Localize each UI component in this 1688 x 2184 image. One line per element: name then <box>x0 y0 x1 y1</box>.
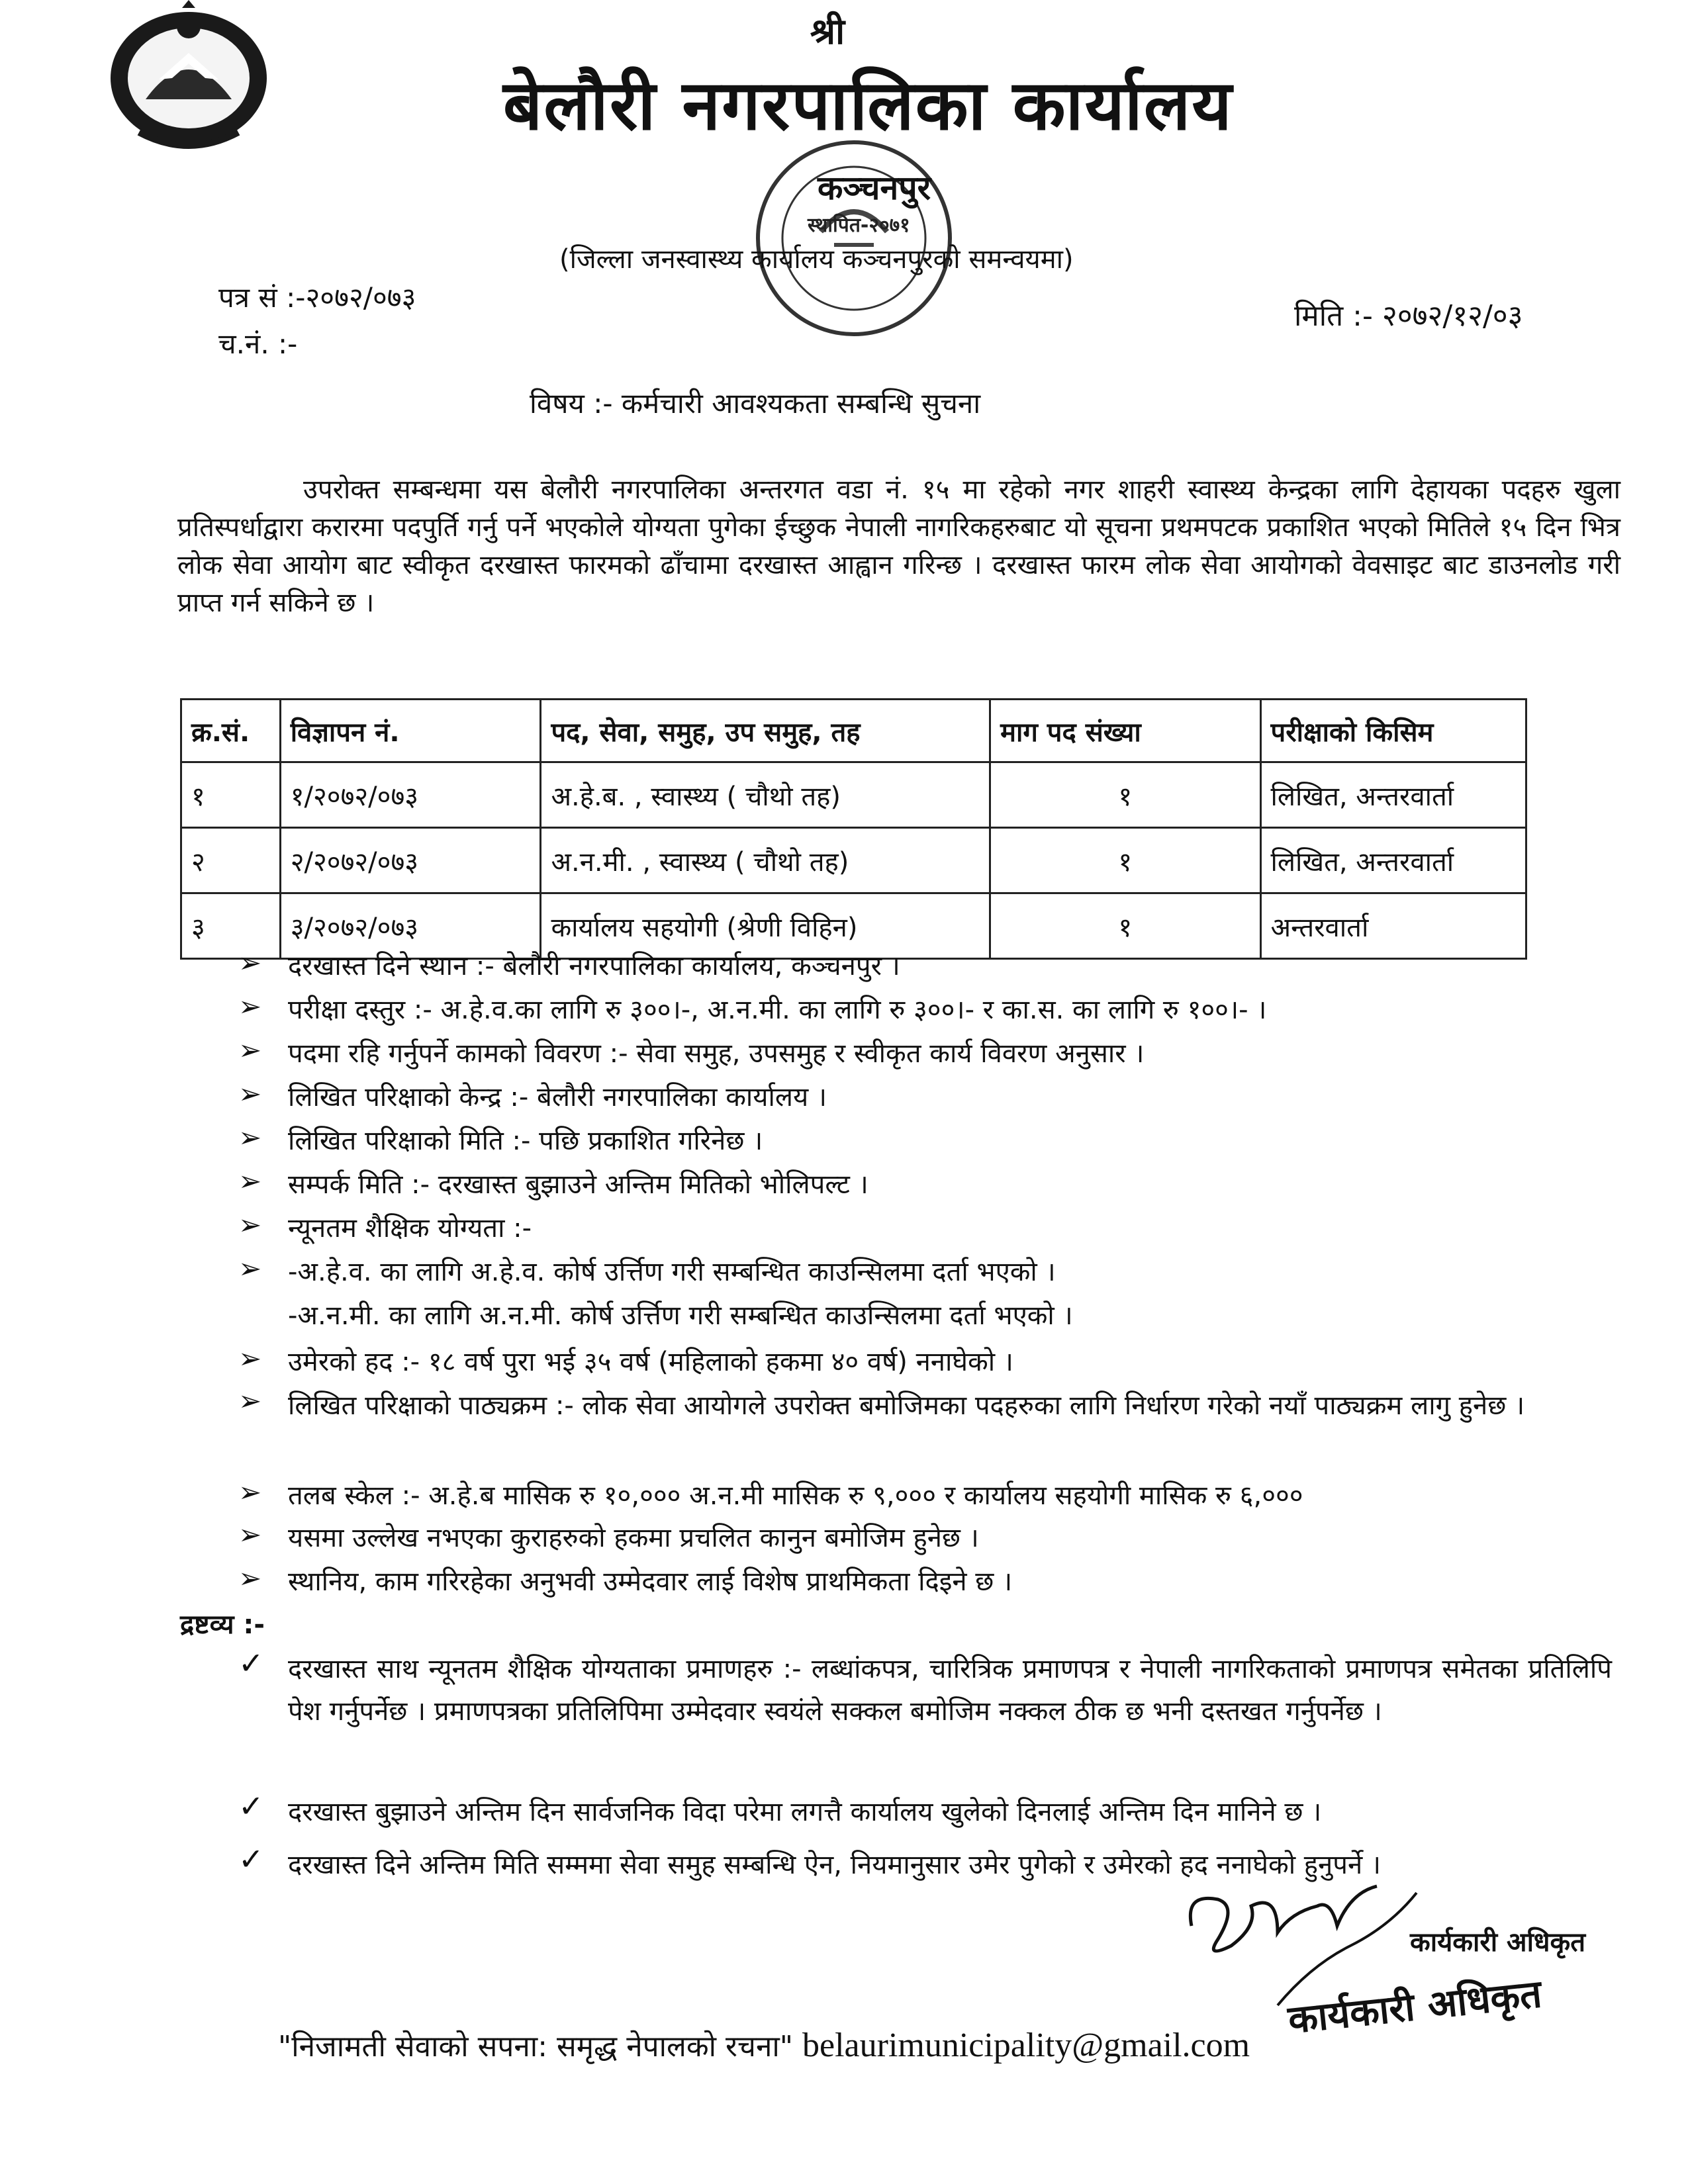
stamp-established-text: स्थापित-२०७१ <box>808 214 910 237</box>
arrow-bullet-icon: ➢ <box>238 1121 262 1154</box>
header-post: पद, सेवा, समुह, उप समुह, तह <box>541 700 990 762</box>
cell-post: अ.न.मी. , स्वास्थ्य ( चौथो तह) <box>541 828 990 893</box>
cell-exam-type: लिखित, अन्तरवार्ता <box>1260 828 1526 893</box>
signatory-title: कार्यकारी अधिकृत <box>1410 1927 1586 1958</box>
cell-count: १ <box>990 828 1260 893</box>
office-title: बेलौरी नगरपालिका कार्यालय <box>503 65 1233 146</box>
cell-sn: १ <box>181 762 281 828</box>
shri-heading: श्री <box>810 11 845 52</box>
arrow-bullet-icon: ➢ <box>238 946 262 979</box>
cell-count: १ <box>990 762 1260 828</box>
arrow-bullet-icon: ➢ <box>238 1077 262 1110</box>
dispatch-number: च.नं. :- <box>218 328 298 360</box>
government-emblem-icon <box>99 0 278 152</box>
checkmark-icon: ✓ <box>238 1788 264 1824</box>
arrow-bullet-icon: ➢ <box>238 1476 262 1508</box>
arrow-bullet-icon: ➢ <box>238 1518 262 1551</box>
arrow-bullet-icon: ➢ <box>238 1208 262 1241</box>
arrow-bullet-icon: ➢ <box>238 1562 262 1594</box>
cell-post: अ.हे.ब. , स्वास्थ्य ( चौथो तह) <box>541 762 990 828</box>
subject-line: विषय :- कर्मचारी आवश्यकता सम्बन्धि सुचना <box>530 387 981 420</box>
table-header-row <box>181 700 1526 762</box>
cell-post: कार्यालय सहयोगी (श्रेणी विहिन) <box>541 893 990 959</box>
checkmark-icon: ✓ <box>238 1841 264 1877</box>
header-exam-type: परीक्षाको किसिम <box>1260 700 1526 762</box>
note-heading: द्रष्टव्य :- <box>180 1610 265 1640</box>
signatory-seal: कार्यकारी अधिकृत <box>1286 1971 1544 2042</box>
cell-sn: २ <box>181 828 281 893</box>
cell-exam-type: अन्तरवार्ता <box>1260 893 1526 959</box>
cell-ad-no: १/२०७२/०७३ <box>280 762 541 828</box>
checkmark-icon: ✓ <box>238 1645 264 1681</box>
vacancy-table <box>180 698 1527 960</box>
cell-count: १ <box>990 893 1260 959</box>
header-ad-no: विज्ञापन नं. <box>280 700 541 762</box>
cell-sn: ३ <box>181 893 281 959</box>
cell-ad-no: ३/२०७२/०७३ <box>280 893 541 959</box>
footer <box>278 2025 1250 2065</box>
district-name: कञ्चनपुर <box>818 169 931 207</box>
header-sn: क्र.सं. <box>181 700 281 762</box>
footer-slogan: "निजामती सेवाको सपना: समृद्ध नेपालको रचना" <box>278 2030 794 2064</box>
arrow-bullet-icon: ➢ <box>238 1385 262 1417</box>
cell-exam-type: लिखित, अन्तरवार्ता <box>1260 762 1526 828</box>
arrow-bullet-icon: ➢ <box>238 1165 262 1197</box>
arrow-bullet-icon: ➢ <box>238 1252 262 1285</box>
table-row <box>181 828 1526 893</box>
arrow-bullet-icon: ➢ <box>238 990 262 1023</box>
cell-ad-no: २/२०७२/०७३ <box>280 828 541 893</box>
reference-number: पत्र सं :-२०७२/०७३ <box>218 281 416 314</box>
table-row <box>181 762 1526 828</box>
footer-email: belaurimunicipality@gmail.com <box>802 2026 1250 2064</box>
header-count: माग पद संख्या <box>990 700 1260 762</box>
letter-date: मिति :- २०७२/१२/०३ <box>1294 299 1523 333</box>
intro-paragraph: उपरोक्त सम्बन्धमा यस बेलौरी नगरपालिका अन्तरगत वडा नं. १५ मा रहेको नगर शाहरी स्वास्थ्य केन्द्रका लागि देहायका पदहरु खुला प्रतिस्पर्धाद्वारा करारमा पदपुर्ति गर्नु पर्ने भएकोले योग्यता पुगेका ईच्छुक नेपाली नागरिकहरुबाट यो सूचना प्रथमपटक प्रकाशित भएको मितिले १५ दिन भित्र लोक सेवा आयोग बाट स्वीकृत दरखास्त फारमको ढाँचामा दरखास्त आह्वान गरिन्छ । दरखास्त फारम लोक सेवा आयोगको वेवसाइट बाट डाउनलोड गरी प्राप्त गर्न सकिने छ । <box>177 475 1620 618</box>
arrow-bullet-icon: ➢ <box>238 1342 262 1375</box>
arrow-bullet-icon: ➢ <box>238 1034 262 1066</box>
coordination-note: (जिल्ला जनस्वास्थ्य कार्यालय कञ्चनपुरको समन्वयमा) <box>559 244 1074 275</box>
